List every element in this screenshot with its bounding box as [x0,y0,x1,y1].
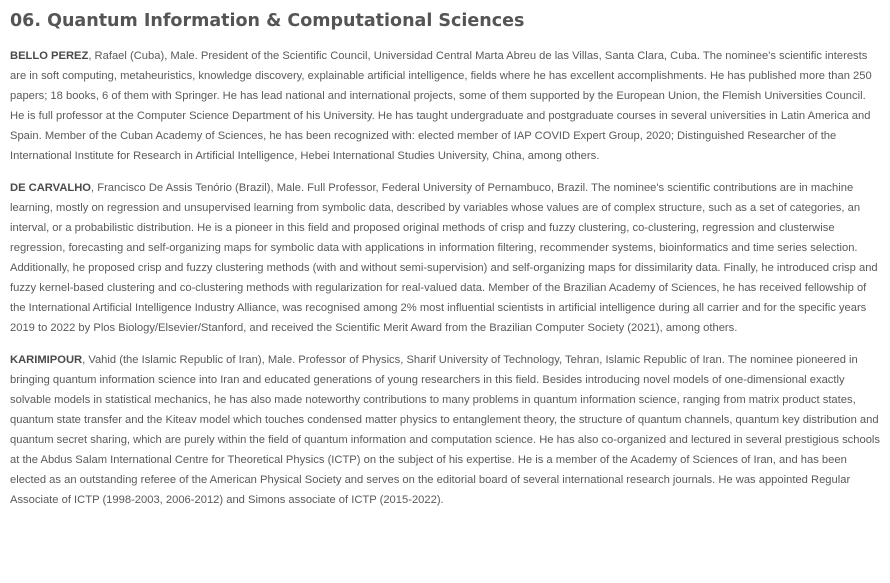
nominee-name: KARIMIPOUR [10,354,83,366]
nominee-description: , Vahid (the Islamic Republic of Iran), Male. Professor of Physics, Sharif University of Technology, Tehran, Islamic Republic of Iran. The nominee pioneered in bringing quantum information science into Iran and educated generations of young researchers in this field. Besides introducing novel models of one-dimensional exactly solvable models in statistical mechanics, he has also made noteworthy contributions to many problems in quantum information science, ranging from matrix product states, quantum state transfer and the Kiteav model which touches condensed matter physics to entanglement theory, the structure of quantum channels, quantum key distribution and quantum secret sharing, which are purely within the field of quantum information and computation science. He has also co-organized and lectured in several prestigious schools at the Abdus Salam International Centre for Theoretical Physics (ICTP) on the subject of his expertise. He is a member of the Academy of Sciences of Iran, and has been elected as an outstanding referee of the American Physical Society and serves on the editorial board of several international research journals. He was appointed Regular Associate of ICTP (1998-2003, 2006-2012) and Simons associate of ICTP (2015-2022). [10,354,880,506]
nominee-entry [10,350,880,510]
nominee-description: , Rafael (Cuba), Male. President of the Scientific Council, Universidad Central Marta Abreu de las Villas, Santa Clara, Cuba. The nominee's scientific interests are in soft computing, metaheuristics, knowledge discovery, explainable artificial intelligence, fields where he has excellent accomplishments. He has published more than 250 papers; 18 books, 6 of them with Springer. He has lead national and international projects, some of them supported by the European Union, the Flemish Universities Council. He is full professor at the Computer Science Department of his University. He has taught undergraduate and postgraduate courses in several universities in Latin America and Spain. Member of the Cuban Academy of Sciences, he has been recognized with: elected member of IAP COVID Expert Group, 2020; Distinguished Researcher of the International Institute for Research in Artificial Intelligence, Hebei International Studies University, China, among others. [10,50,872,162]
nominee-name: DE CARVALHO [10,182,92,194]
nominee-entry [10,178,880,338]
nominee-description: , Francisco De Assis Tenório (Brazil), Male. Full Professor, Federal University of Pernambuco, Brazil. The nominee's scientific contributions are in machine learning, mostly on regression and unsupervised learning from symbolic data, described by variables whose values are of complex structure, such as a set of categories, an interval, or a probabilistic distribution. He is a pioneer in this field and proposed original methods of crisp and fuzzy clustering, co-clustering, regression and clusterwise regression, forecasting and self-organizing maps for symbolic data with applications in information filtering, recommender systems, bioinformatics and time series selection. Additionally, he proposed crisp and fuzzy clustering methods (with and without semi-supervision) and self-organizing maps for dissimilarity data. Finally, he introduced crisp and fuzzy kernel-based clustering and co-clustering methods with regularization for real-valued data. Member of the Brazilian Academy of Sciences, he has received fellowship of the International Artificial Intelligence Industry Alliance, was recognised among 2% most influential scientists in artificial intelligence during all carrier and for the specific years 2019 to 2022 by Plos Biology/Elsevier/Stanford, and received the Scientific Merit Award from the Brazilian Computer Society (2021), among others. [10,182,878,334]
nominee-entry [10,46,880,166]
section-title: 06. Quantum Information & Computational Sciences [10,11,525,31]
nominee-name: BELLO PEREZ [10,50,89,62]
